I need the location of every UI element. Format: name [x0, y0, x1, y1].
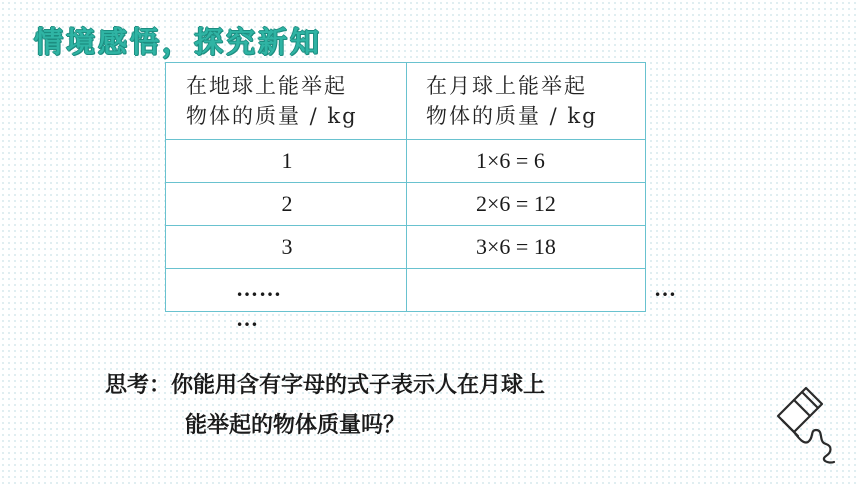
- cell-earth: 3: [166, 226, 407, 269]
- header-earth-line1: 在地球上能举起: [186, 74, 347, 98]
- table-row: [166, 183, 646, 226]
- header-earth-line2: 物体的质量 / kg: [186, 104, 358, 128]
- header-moon-line1: 在月球上能举起: [426, 74, 587, 98]
- mass-table: [165, 62, 646, 312]
- table-row: [166, 140, 646, 183]
- cell-earth: 2: [166, 183, 407, 226]
- page-title: 情境感悟，探究新知: [34, 25, 323, 59]
- cell-moon: 2×6 = 12: [407, 183, 646, 226]
- table-header-row: [166, 63, 646, 140]
- question-line1: 思考：你能用含有字母的式子表示人在月球上: [105, 373, 546, 398]
- table-row: [166, 226, 646, 269]
- cell-earth: [166, 269, 407, 312]
- ellipsis-right: …: [654, 276, 677, 301]
- ellipsis-earth: ……: [236, 276, 282, 301]
- cell-moon: 1×6 = 6: [407, 140, 646, 183]
- question-line2: 能举起的物体质量吗？: [185, 413, 406, 438]
- header-moon-line2: 物体的质量 / kg: [426, 104, 598, 128]
- cell-moon: 3×6 = 18: [407, 226, 646, 269]
- cell-moon: [407, 269, 646, 312]
- header-moon: [407, 63, 646, 140]
- think-question: [105, 366, 545, 446]
- pencil-icon: [770, 386, 840, 466]
- cell-earth: 1: [166, 140, 407, 183]
- header-earth: [166, 63, 407, 140]
- ellipsis-earth-continued: …: [236, 306, 259, 331]
